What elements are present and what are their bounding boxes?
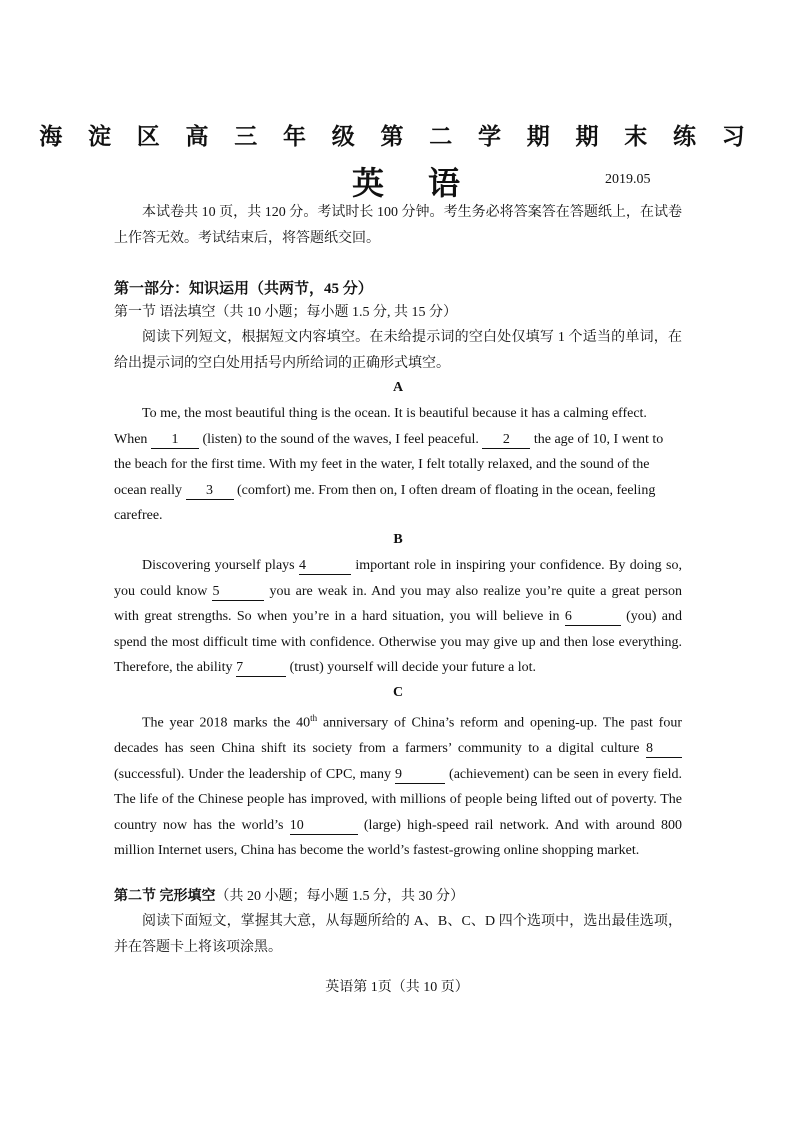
- blank-5: 5: [212, 584, 264, 601]
- blank-8: 8: [646, 741, 682, 758]
- blank-3: 3: [186, 483, 234, 500]
- blank-7: 7: [236, 660, 286, 677]
- part1-heading: 第一部分：知识运用（共两节，45 分）: [114, 281, 373, 297]
- exam-title: 海 淀 区 高 三 年 级 第 二 学 期 期 末 练 习: [39, 124, 755, 149]
- blank-2: 2: [482, 432, 530, 449]
- passage-a: To me, the most beautiful thing is the ocean. It is beautiful because it has a calming effect. When 1 (listen) to the sound of the waves, I feel peaceful. 2 the age of 10, I went to the beach for the first time. With my feet in the water, I felt totally relaxed, and the sound of the ocean really 3 (comfort) me. From then on, I often dream of floating in the ocean, feeling carefree.: [114, 406, 664, 523]
- subject-title: 英语: [352, 165, 505, 201]
- passage-a-label: A: [392, 380, 404, 395]
- blank-6: 6: [565, 609, 621, 626]
- section1-heading: 第一节 语法填空（共 10 小题；每小题 1.5 分, 共 15 分）: [114, 305, 457, 320]
- section2-instructions: 阅读下面短文，掌握其大意，从每题所给的 A、B、C、D 四个选项中，选出最佳选项，并在答题卡上将该项涂黑。: [114, 914, 682, 955]
- passage-b: Discovering yourself plays 4 important role in inspiring your confidence. By doing so, you could know 5 you are weak in. And you may also realize you’re quite a great person with great strengths. So when you’re in a hard situation, you will believe in 6 (you) and spend the most difficult time with confidence. Otherwise you may give up and then lose everything. Therefore, the ability 7 (trust) yourself will decide your future a lot.: [114, 558, 683, 675]
- passage-c-label: C: [392, 685, 404, 700]
- exam-intro: 本试卷共 10 页，共 120 分。考试时长 100 分钟。考生务必将答案答在答题纸上，在试卷上作答无效。考试结束后，将答题纸交回。: [114, 205, 682, 246]
- passage-b-label: B: [393, 532, 403, 547]
- section2-heading: 第二节 完形填空（共 20 小题；每小题 1.5 分，共 30 分）: [114, 889, 464, 904]
- passage-c: The year 2018 marks the 40th anniversary of China’s reform and opening-up. The past four decades has seen China shift its society from a farmers’ community to a digital culture 8 (successful). Under the leadership of CPC, many 9 (achievement) can be seen in every field. The life of the Chinese people has improved, with millions of people being lifted out of poverty. The country now has the world’s 10 (large) high-speed rail network. And with around 800 million Internet users, China has become the world’s fastest-growing online shopping market.: [114, 713, 682, 859]
- exam-date: 2019.05: [605, 172, 651, 187]
- page-footer: 英语第 1页（共 10 页）: [325, 980, 469, 995]
- section1-instructions: 阅读下列短文，根据短文内容填空。在未给提示词的空白处仅填写 1 个适当的单词，在给出提示词的空白处用括号内所给词的正确形式填空。: [114, 330, 682, 371]
- blank-10: 10: [290, 818, 358, 835]
- blank-4: 4: [299, 558, 351, 575]
- blank-1: 1: [151, 432, 199, 449]
- blank-9: 9: [395, 767, 445, 784]
